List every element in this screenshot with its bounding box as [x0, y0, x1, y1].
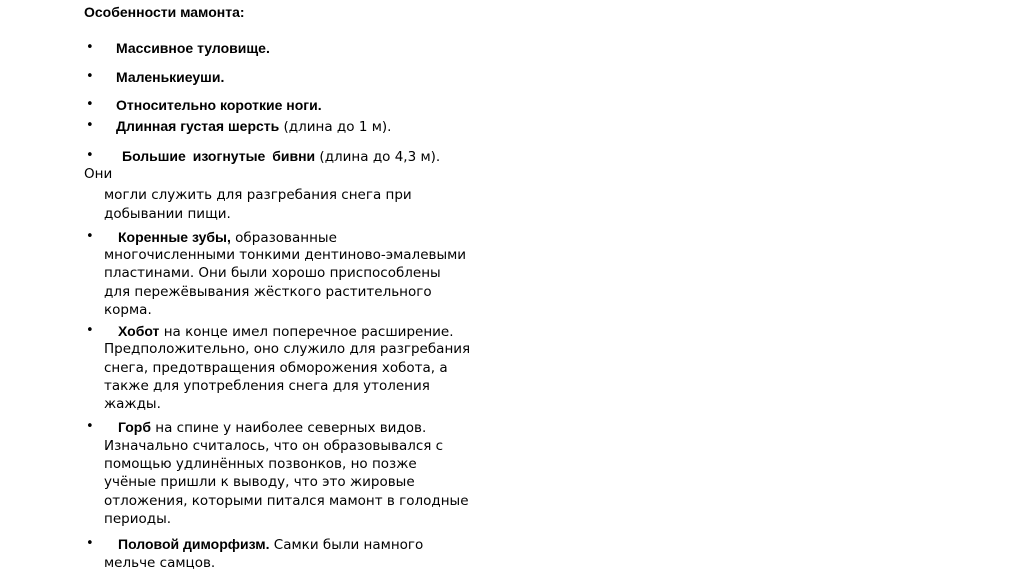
item-8-line: Изначально считалось, что он образовывался с [104, 438, 444, 454]
bullet-icon: • [86, 419, 94, 434]
item-8 [118, 418, 426, 438]
item-8-bold: Горб [118, 419, 151, 435]
item-7-line: жажды. [104, 396, 161, 412]
bullet-icon: • [86, 118, 94, 133]
item-7-line: снега, предотвращения обморожения хобота, а [104, 360, 448, 376]
bullet-icon: • [86, 536, 94, 551]
item-9 [118, 535, 423, 555]
item-5-line: добывании пищи. [104, 206, 231, 222]
bullet-icon: • [86, 229, 94, 244]
bullet-icon: • [86, 69, 94, 84]
item-2-bold: Маленькиеуши. [116, 69, 225, 85]
item-1-bold: Массивное туловище. [116, 40, 270, 56]
item-3-bold: Относительно короткие ноги. [116, 97, 322, 113]
item-9-bold: Половой диморфизм. [118, 536, 270, 552]
item-7-line: Предположительно, оно служило для разгребания [104, 341, 471, 357]
bullet-icon: • [86, 148, 94, 163]
item-8-line: учёные пришли к выводу, что это жировые [104, 474, 415, 490]
item-7-bold: Хобот [118, 323, 160, 339]
item-7-text: на конце имел поперечное расширение. [159, 324, 454, 340]
item-5-text: (длина до 4,3 м). [315, 149, 441, 165]
item-7-line: также для употребления снега для утоления [104, 378, 430, 394]
item-6-line: корма. [104, 302, 152, 318]
item-6-text: образованные [230, 230, 337, 246]
item-6-line: для пережёвывания жёсткого растительного [104, 284, 432, 300]
bullet-icon: • [86, 97, 94, 112]
item-7 [118, 322, 454, 342]
bullet-icon: • [86, 40, 94, 55]
item-8-text: на спине у наиболее северных видов. [151, 420, 427, 436]
item-6-bold: Коренные зубы, [118, 229, 231, 245]
item-8-line: периоды. [104, 511, 172, 527]
item-4-bold: Длинная густая шерсть [116, 118, 280, 134]
item-6-line: пластинами. Они были хорошо приспособлены [104, 265, 441, 281]
item-5-line: могли служить для разгребания снега при [104, 187, 412, 203]
item-6-line: многочисленными тонкими дентиново-эмалевыми [104, 247, 467, 263]
page-title: Особенности мамонта: [84, 4, 245, 20]
item-5-line: Они [84, 166, 113, 182]
item-9-line: мельче самцов. [104, 555, 216, 571]
item-4-text: (длина до 1 м). [279, 119, 392, 135]
item-8-line: отложения, которыми питался мамонт в голодные [104, 493, 469, 509]
item-9-text: Самки были намного [269, 537, 424, 553]
item-4 [116, 117, 391, 137]
item-5 [122, 147, 440, 167]
item-6 [118, 228, 337, 248]
bullet-icon: • [86, 323, 94, 338]
item-8-line: помощью удлинённых позвонков, но позже [104, 456, 417, 472]
item-5-bold: Большие изогнутые бивни [122, 148, 316, 164]
